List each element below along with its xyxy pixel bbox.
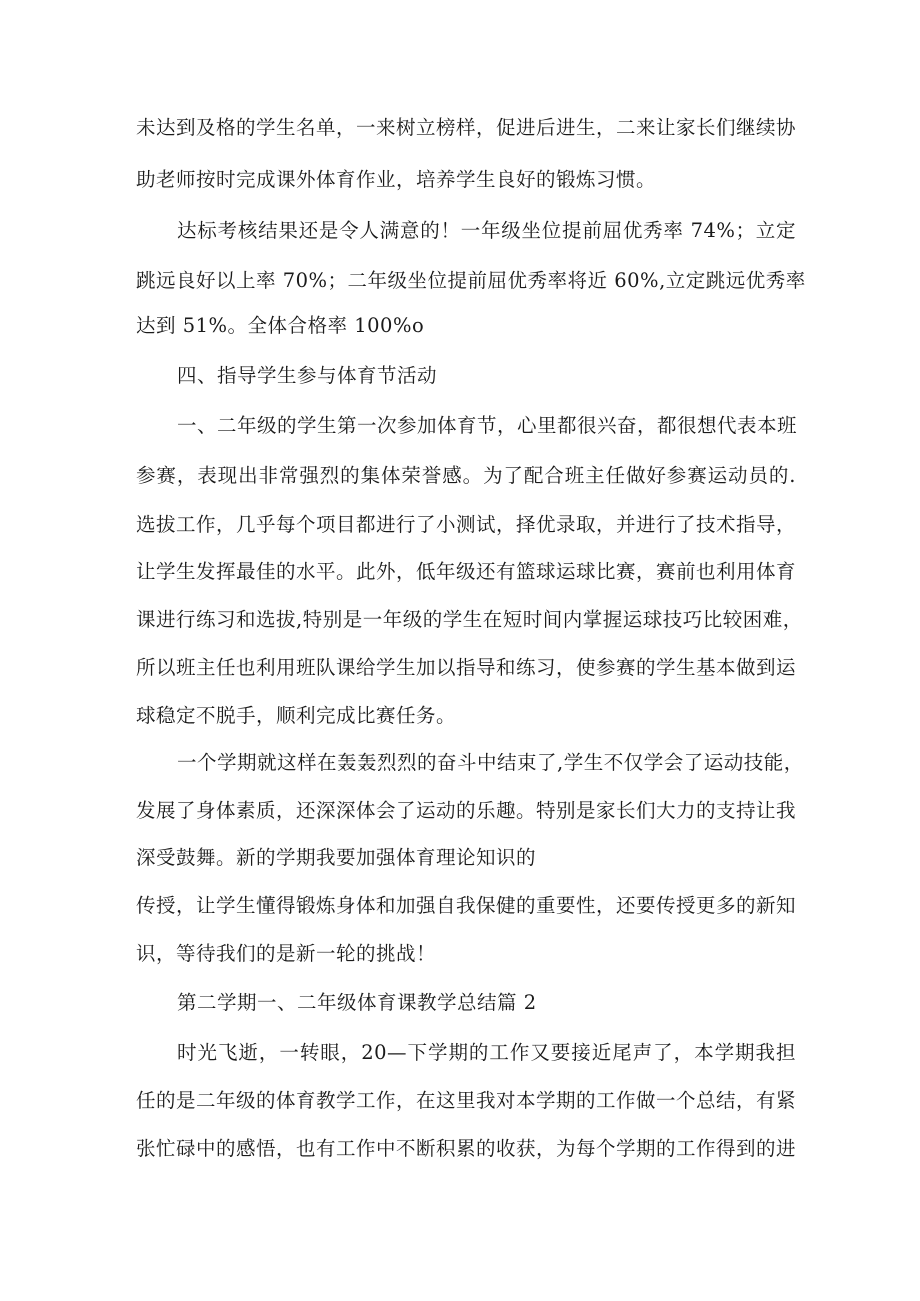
text-line: 达标考核结果还是令人满意的！一年级坐位提前屈优秀率 74%；立定 [177,219,796,242]
text-line: 让学生发挥最佳的水平。此外，低年级还有篮球运球比赛，赛前也利用体育 [136,560,797,583]
text-line: 参赛，表现出非常强烈的集体荣誉感。为了配合班主任做好参赛运动员的. [136,464,796,487]
section-heading: 第二学期一、二年级体育课教学总结篇 2 [177,991,537,1014]
text-line: 一个学期就这样在轰轰烈烈的奋斗中结束了,学生不仅学会了运动技能， [177,751,804,774]
section-heading: 四、指导学生参与体育节活动 [177,364,438,387]
text-line: 识，等待我们的是新一轮的挑战！ [136,942,437,965]
text-line: 达到 51%。全体合格率 100%o [136,314,425,337]
text-line: 时光飞逝，一转眼，20—下学期的工作又要接近尾声了，本学期我担 [177,1041,796,1064]
text-line: 深受鼓舞。新的学期我要加强体育理论知识的 [136,846,537,869]
text-line: 助老师按时完成课外体育作业，培养学生良好的锻炼习惯。 [136,168,657,191]
text-line: 课进行练习和选拔,特别是一年级的学生在短时间内掌握运球技巧比较困难， [136,608,803,631]
text-line: 所以班主任也利用班队课给学生加以指导和练习，使参赛的学生基本做到运 [136,656,797,679]
text-line: 一、二年级的学生第一次参加体育节，心里都很兴奋，都很想代表本班 [177,414,798,437]
text-line: 球稳定不脱手，顺利完成比赛任务。 [136,704,457,727]
text-line: 张忙碌中的感悟，也有工作中不断积累的收获，为每个学期的工作得到的进 [136,1137,797,1160]
text-line: 未达到及格的学生名单，一来树立榜样，促进后进生，二来让家长们继续协 [136,116,797,139]
text-line: 发展了身体素质，还深深体会了运动的乐趣。特别是家长们大力的支持让我 [136,799,797,822]
text-line: 任的是二年级的体育教学工作，在这里我对本学期的工作做一个总结，有紧 [136,1089,797,1112]
text-line: 传授，让学生懂得锻炼身体和加强自我保健的重要性，还要传授更多的新知 [136,894,797,917]
text-line: 选拔工作，几乎每个项目都进行了小测试，择优录取，并进行了技术指导， [136,513,797,536]
text-line: 跳远良好以上率 70%；二年级坐位提前屈优秀率将近 60%,立定跳远优秀率 [136,269,806,292]
